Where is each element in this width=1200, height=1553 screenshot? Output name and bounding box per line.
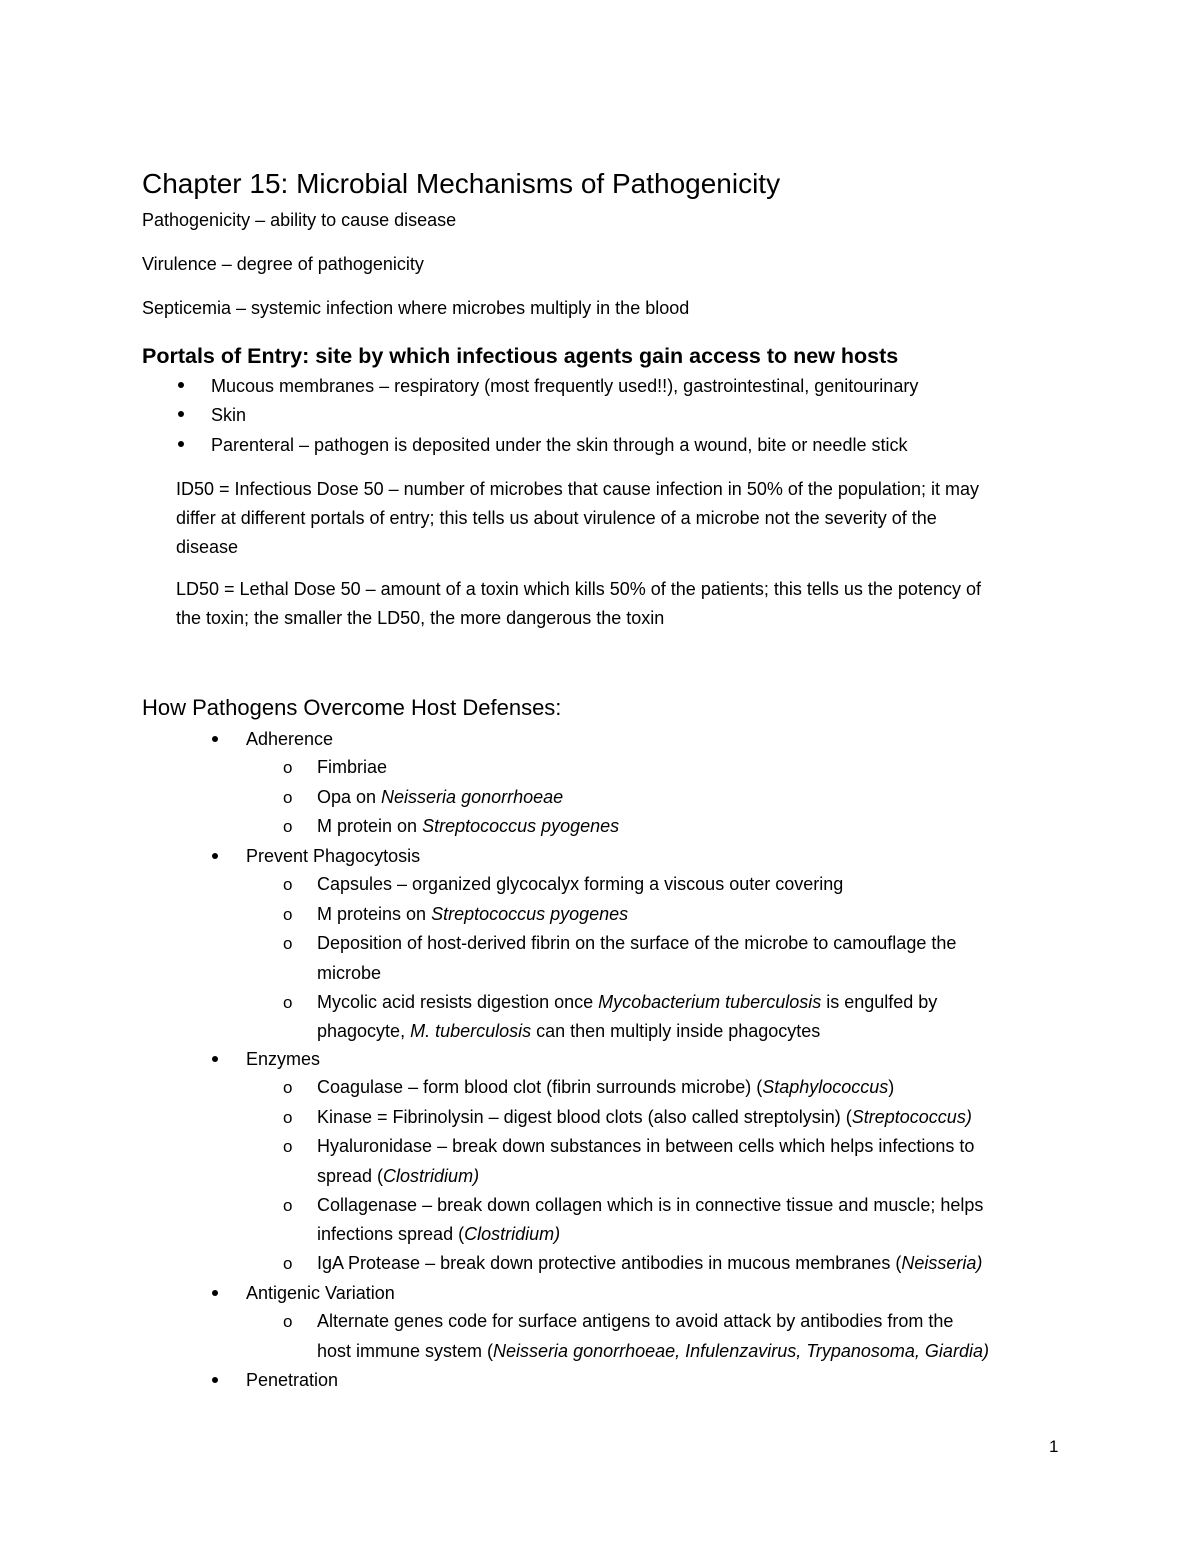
bullet-icon	[212, 736, 218, 742]
enzyme-coagulase: Coagulase – form blood clot (fibrin surrounds microbe) (Staphylococcus)	[317, 1077, 895, 1097]
sub-bullet-icon: o	[283, 1254, 293, 1273]
phagocytosis-label: Prevent Phagocytosis	[246, 846, 421, 866]
ld50-line: the toxin; the smaller the LD50, the more dangerous the toxin	[176, 608, 665, 628]
sub-bullet-icon: o	[283, 1078, 293, 1097]
sub-bullet-icon: o	[283, 875, 293, 894]
enzyme-iga-protease: IgA Protease – break down protective antibodies in mucous membranes (Neisseria)	[317, 1253, 983, 1273]
enzymes-label: Enzymes	[246, 1049, 321, 1069]
id50-line: disease	[176, 537, 239, 557]
sub-bullet-icon: o	[283, 993, 293, 1012]
id50-line: differ at different portals of entry; this tells us about virulence of a microbe not the severity of the	[176, 508, 937, 528]
bullet-icon	[178, 441, 184, 447]
enzyme-hyaluronidase: Hyaluronidase – break down substances in between cells which helps infections to	[317, 1136, 975, 1156]
phagocytosis-mproteins: M proteins on Streptococcus pyogenes	[317, 904, 629, 924]
portal-parenteral: Parenteral – pathogen is deposited under the skin through a wound, bite or needle stick	[211, 435, 908, 455]
bullet-icon	[212, 853, 218, 859]
phagocytosis-mycolic: Mycolic acid resists digestion once Mycobacterium tuberculosis is engulfed by	[317, 992, 938, 1012]
sub-bullet-icon: o	[283, 934, 293, 953]
bullet-icon	[212, 1056, 218, 1062]
adherence-mprotein: M protein on Streptococcus pyogenes	[317, 816, 620, 836]
phagocytosis-fibrin: Deposition of host-derived fibrin on the surface of the microbe to camouflage the	[317, 933, 957, 953]
sub-bullet-icon: o	[283, 1137, 293, 1156]
adherence-label: Adherence	[246, 729, 334, 749]
enzyme-collagenase-cont: infections spread (Clostridium)	[317, 1224, 561, 1244]
phagocytosis-mycolic-cont: phagocyte, M. tuberculosis can then multiply inside phagocytes	[317, 1021, 821, 1041]
sub-bullet-icon: o	[283, 1196, 293, 1215]
enzyme-kinase: Kinase = Fibrinolysin – digest blood clots (also called streptolysin) (Streptococcus)	[317, 1107, 972, 1127]
ld50-paragraph	[176, 575, 1076, 633]
antigenic-label: Antigenic Variation	[246, 1283, 395, 1303]
sub-bullet-icon: o	[283, 758, 293, 777]
defenses-heading: How Pathogens Overcome Host Defenses:	[142, 695, 562, 720]
definition-pathogenicity: Pathogenicity – ability to cause disease	[142, 210, 457, 230]
sub-bullet-icon: o	[283, 788, 293, 807]
portal-mucous: Mucous membranes – respiratory (most frequently used!!), gastrointestinal, genitourinary	[211, 376, 919, 396]
bullet-icon	[178, 411, 184, 417]
portal-skin: Skin	[211, 405, 247, 425]
enzyme-collagenase: Collagenase – break down collagen which is in connective tissue and muscle; helps	[317, 1195, 984, 1215]
definition-septicemia: Septicemia – systemic infection where microbes multiply in the blood	[142, 298, 690, 318]
sub-bullet-icon: o	[283, 1312, 293, 1331]
enzyme-hyaluronidase-cont: spread (Clostridium)	[317, 1166, 480, 1186]
adherence-opa: Opa on Neisseria gonorrhoeae	[317, 787, 564, 807]
phagocytosis-fibrin-cont: microbe	[317, 963, 382, 983]
sub-bullet-icon: o	[283, 1108, 293, 1127]
phagocytosis-capsules: Capsules – organized glycocalyx forming a viscous outer covering	[317, 874, 844, 894]
antigenic-description: Alternate genes code for surface antigens to avoid attack by antibodies from the	[317, 1311, 954, 1331]
penetration-label: Penetration	[246, 1370, 339, 1390]
id50-paragraph	[176, 475, 1076, 562]
id50-line: ID50 = Infectious Dose 50 – number of microbes that cause infection in 50% of the population; it may	[176, 479, 979, 499]
bullet-icon	[212, 1377, 218, 1383]
definition-virulence: Virulence – degree of pathogenicity	[142, 254, 424, 274]
bullet-icon	[178, 382, 184, 388]
adherence-fimbriae: Fimbriae	[317, 757, 388, 777]
page-title: Chapter 15: Microbial Mechanisms of Pathogenicity	[142, 168, 781, 199]
bullet-icon	[212, 1290, 218, 1296]
sub-bullet-icon: o	[283, 817, 293, 836]
sub-bullet-icon: o	[283, 905, 293, 924]
page-number: 1	[1049, 1437, 1059, 1456]
portals-heading: Portals of Entry: site by which infectious agents gain access to new hosts	[142, 344, 899, 368]
ld50-line: LD50 = Lethal Dose 50 – amount of a toxin which kills 50% of the patients; this tells us the potency of	[176, 579, 981, 599]
antigenic-description-cont: host immune system (Neisseria gonorrhoeae, Infulenzavirus, Trypanosoma, Giardia)	[317, 1341, 989, 1361]
